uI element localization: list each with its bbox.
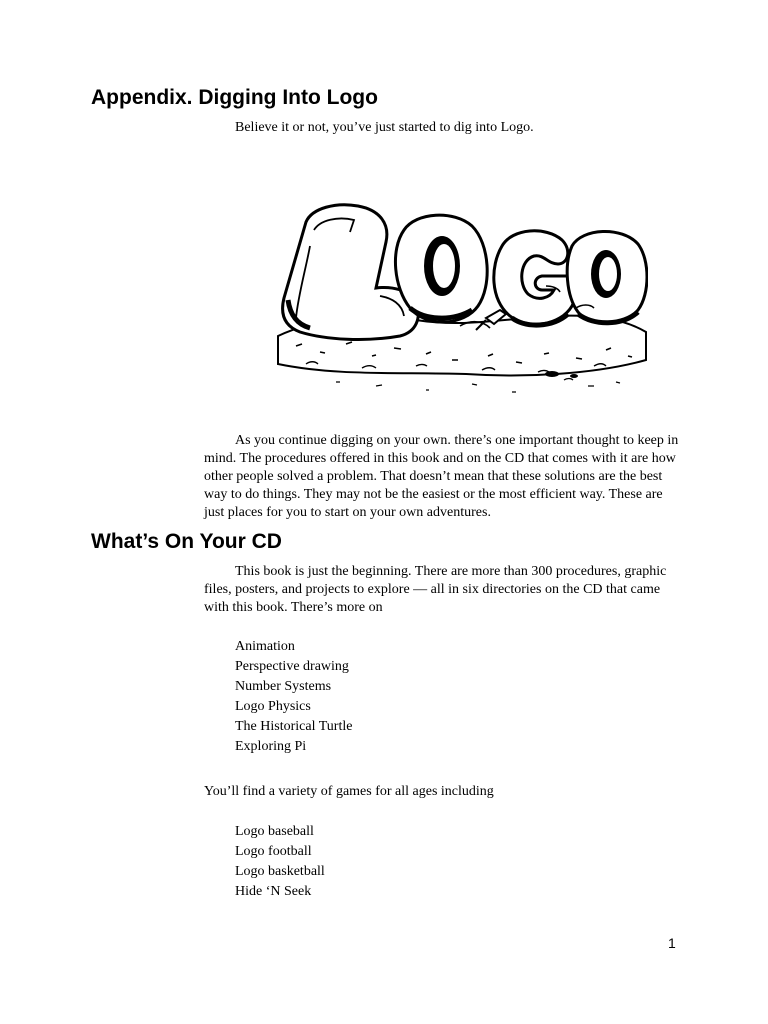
paragraph-digging: As you continue digging on your own. there’s one important thought to keep in mind. The procedures offered in this book and on the CD that comes with it are how other people solved a problem. That doesn’t mean that these solutions are the best way to do things. They may not be the easiest or the most efficient way. These are just places for you to start on your own adventures. [204,433,679,520]
section-heading-appendix: Appendix. Digging Into Logo [91,86,378,109]
intro-text: Believe it or not, you’ve just started to dig into Logo. [235,120,534,135]
list-item: Number Systems [235,679,332,694]
topics-list [235,637,352,757]
paragraph-cd: This book is just the beginning. There are more than 300 procedures, graphic files, posters, and projects to explore — all in six directories on the CD that came with this book. There’s more on [204,564,667,615]
list-item: Logo football [235,844,312,859]
letter-g-rock [494,231,576,325]
letter-o-rock-2 [567,231,647,323]
paragraph-games: You’ll find a variety of games for all ages including [204,784,494,799]
logo-illustration [276,168,648,410]
letter-o-rock [395,215,487,322]
list-item: Logo basketball [235,864,325,879]
list-item: Perspective drawing [235,659,349,674]
page-number: 1 [668,935,676,951]
list-item: Hide ‘N Seek [235,884,312,899]
logo-rock-letters-drawing [276,168,648,410]
section-heading-cd: What’s On Your CD [91,530,282,553]
list-item: Exploring Pi [235,739,307,754]
list-item: Logo Physics [235,699,311,714]
list-item: The Historical Turtle [235,719,353,734]
list-item: Logo baseball [235,824,314,839]
games-list [235,822,325,902]
list-item: Animation [235,639,295,654]
